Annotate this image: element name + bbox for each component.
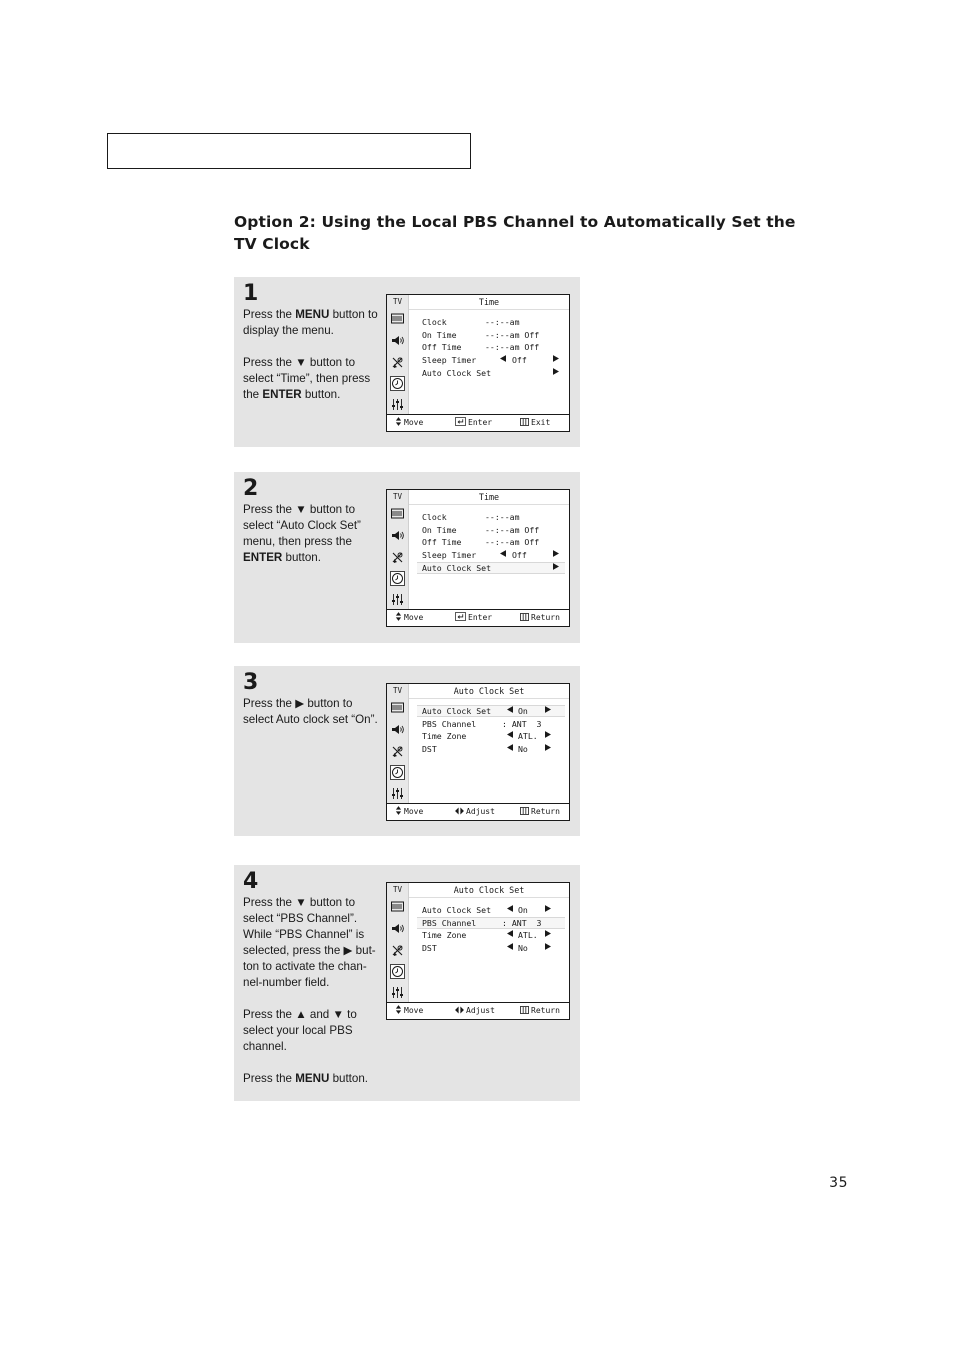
- instruction-text: Press the: [243, 1072, 296, 1085]
- menu-icon: [520, 807, 529, 816]
- osd-row-value: Off: [512, 355, 527, 366]
- left-arrow-icon: [507, 743, 513, 755]
- clock-icon: [390, 964, 405, 979]
- osd-row-label: On Time: [422, 524, 457, 535]
- footer-hint-text: Return: [531, 807, 560, 816]
- picture-icon: [390, 311, 405, 326]
- osd-row-label: Time Zone: [422, 731, 467, 742]
- setup-icon: [390, 985, 405, 1000]
- right-arrow-icon: [545, 929, 551, 941]
- instruction-text: Press the ▼ button to select “Auto Clock Set” menu, then press the: [243, 503, 361, 548]
- enter-icon: [455, 613, 466, 622]
- osd-menu-row: [417, 341, 565, 353]
- osd-menu-row: [417, 329, 565, 341]
- osd-row-label: Auto Clock Set: [422, 562, 492, 573]
- osd-menu-row: [417, 367, 565, 379]
- footer-hint-text: Return: [531, 613, 560, 622]
- menu-icon: [520, 613, 529, 622]
- osd-menu-row: [417, 549, 565, 561]
- instruction-paragraph: [243, 895, 381, 991]
- osd-input-label: TV: [392, 686, 403, 695]
- osd-row-label: PBS Channel: [422, 718, 477, 729]
- footer-action-hint: [455, 610, 492, 625]
- picture-icon: [390, 506, 405, 521]
- right-arrow-icon: [553, 354, 559, 366]
- instruction-text: Press the ▼ button to select “PBS Channel”. While “PBS Channel” is selected, press the ▶ but-ton to activate the chan-nel-number field.: [243, 896, 376, 989]
- right-arrow-icon: [545, 904, 551, 916]
- osd-row-label: Off Time: [422, 342, 462, 353]
- osd-menu-row: [417, 354, 565, 366]
- osd-row-value: --:--am: [485, 317, 520, 327]
- osd-menu-row: [417, 743, 565, 755]
- osd-row-label: Clock: [422, 317, 447, 327]
- picture-icon: [390, 700, 405, 715]
- osd-row-value: --:--am Off: [485, 524, 540, 535]
- footer-hint-text: Move: [404, 613, 424, 622]
- picture-icon: [390, 899, 405, 914]
- left-arrow-icon: [507, 942, 513, 954]
- osd-row-label: Auto Clock Set: [422, 905, 492, 915]
- sound-icon: [390, 333, 405, 348]
- osd-menu-screen: [386, 882, 570, 1020]
- osd-row-label: DST: [422, 943, 437, 954]
- osd-menu-title: Time: [478, 297, 500, 307]
- step-4-panel: [234, 865, 580, 1101]
- button-name: ENTER: [243, 551, 283, 564]
- osd-row-value: On: [518, 706, 528, 716]
- osd-row-value: No: [518, 943, 528, 954]
- footer-move-hint: [395, 1003, 423, 1018]
- osd-title-divider: [409, 504, 569, 505]
- right-arrow-icon: [545, 743, 551, 755]
- instruction-text: Press the ▼ button to select “Time”, then press the: [243, 356, 371, 401]
- footer-hint-text: Exit: [531, 418, 551, 427]
- step-number: 4: [243, 869, 259, 894]
- instruction-text: Press the: [243, 308, 296, 321]
- instruction-paragraph: [243, 355, 381, 403]
- osd-menu-title: Time: [478, 492, 500, 502]
- footer-action-hint: [455, 1003, 495, 1018]
- instruction-paragraph: [243, 1071, 381, 1087]
- osd-title-divider: [409, 698, 569, 699]
- step-3-panel: [234, 666, 580, 836]
- osd-title-divider: [409, 309, 569, 310]
- osd-input-label: TV: [392, 885, 403, 894]
- osd-menu-row: [417, 917, 565, 929]
- footer-hint-text: Enter: [468, 613, 493, 622]
- instruction-text: button.: [329, 1072, 369, 1085]
- channel-icon: [390, 550, 405, 565]
- osd-menu-row: [417, 942, 565, 954]
- move-icon: [395, 807, 402, 816]
- osd-menu-row: [417, 524, 565, 536]
- osd-menu-title: Auto Clock Set: [453, 885, 525, 895]
- instruction-text: Press the ▲ and ▼ to select your local PBS channel.: [243, 1008, 357, 1053]
- left-arrow-icon: [507, 730, 513, 742]
- footer-exit-hint: [520, 415, 550, 430]
- adjust-icon: [455, 807, 464, 816]
- setup-icon: [390, 592, 405, 607]
- step-instructions: [243, 307, 381, 403]
- step-1-panel: [234, 277, 580, 447]
- channel-icon: [390, 355, 405, 370]
- instruction-paragraph: [243, 1007, 381, 1055]
- instruction-paragraph: [243, 502, 381, 566]
- page-number: 35: [829, 1175, 848, 1191]
- osd-row-label: On Time: [422, 329, 457, 340]
- right-arrow-icon: [553, 549, 559, 561]
- left-arrow-icon: [507, 904, 513, 916]
- osd-menu-row: [417, 705, 565, 717]
- footer-hint-text: Move: [404, 418, 424, 427]
- osd-menu-screen: [386, 294, 570, 432]
- osd-menu-row: [417, 730, 565, 742]
- instruction-text: button.: [301, 388, 341, 401]
- osd-row-label: Off Time: [422, 537, 462, 548]
- osd-row-value: No: [518, 744, 528, 755]
- section-header-box: [107, 133, 471, 169]
- osd-input-label: TV: [392, 492, 403, 501]
- osd-row-value: --:--am: [485, 512, 520, 522]
- footer-hint-text: Adjust: [466, 1006, 495, 1015]
- osd-row-label: Clock: [422, 512, 447, 522]
- channel-icon: [390, 744, 405, 759]
- sound-icon: [390, 528, 405, 543]
- osd-menu-row: [417, 718, 565, 730]
- footer-exit-hint: [520, 804, 560, 819]
- osd-row-value: : ANT 3: [502, 718, 542, 729]
- footer-exit-hint: [520, 1003, 560, 1018]
- osd-row-value: Off: [512, 550, 527, 561]
- osd-row-value: ATL.: [518, 930, 538, 941]
- footer-hint-text: Adjust: [466, 807, 495, 816]
- osd-footer: [387, 609, 569, 626]
- button-name: MENU: [295, 308, 330, 321]
- instruction-text: button to display the menu.: [243, 308, 378, 337]
- osd-menu-screen: [386, 683, 570, 821]
- footer-move-hint: [395, 610, 423, 625]
- osd-row-value: --:--am Off: [485, 537, 540, 548]
- osd-side-menu: [387, 883, 409, 1003]
- step-instructions: [243, 696, 381, 728]
- footer-hint-text: Enter: [468, 418, 493, 427]
- osd-side-menu: [387, 295, 409, 415]
- osd-row-value: --:--am Off: [485, 329, 540, 340]
- right-arrow-icon: [553, 563, 559, 573]
- move-icon: [395, 418, 402, 427]
- osd-row-value: On: [518, 905, 528, 915]
- osd-menu-row: [417, 904, 565, 916]
- left-arrow-icon: [500, 354, 506, 366]
- osd-row-label: Sleep Timer: [422, 355, 477, 366]
- footer-hint-text: Move: [404, 1006, 424, 1015]
- instruction-paragraph: [243, 696, 381, 728]
- menu-icon: [520, 1006, 529, 1015]
- osd-row-label: DST: [422, 744, 437, 755]
- sound-icon: [390, 921, 405, 936]
- osd-row-value: : ANT 3: [502, 917, 542, 928]
- left-arrow-icon: [500, 549, 506, 561]
- channel-icon: [390, 943, 405, 958]
- osd-menu-screen: [386, 489, 570, 627]
- page-heading: Option 2: Using the Local PBS Channel to Automatically Set the TV Clock: [234, 213, 796, 253]
- setup-icon: [390, 786, 405, 801]
- osd-menu-row: [417, 562, 565, 574]
- osd-menu-row: [417, 536, 565, 548]
- osd-side-menu: [387, 490, 409, 610]
- osd-menu-row: [417, 511, 565, 523]
- left-arrow-icon: [507, 706, 513, 716]
- enter-icon: [455, 418, 466, 427]
- osd-menu-row: [417, 316, 565, 328]
- step-number: 2: [243, 476, 259, 501]
- step-2-panel: [234, 472, 580, 643]
- footer-action-hint: [455, 415, 492, 430]
- adjust-icon: [455, 1006, 464, 1015]
- osd-row-label: PBS Channel: [422, 917, 477, 928]
- footer-action-hint: [455, 804, 495, 819]
- osd-menu-row: [417, 929, 565, 941]
- osd-row-value: --:--am Off: [485, 342, 540, 353]
- osd-footer: [387, 414, 569, 431]
- footer-hint-text: Return: [531, 1006, 560, 1015]
- footer-hint-text: Move: [404, 807, 424, 816]
- osd-row-value: ATL.: [518, 731, 538, 742]
- osd-input-label: TV: [392, 297, 403, 306]
- clock-icon: [390, 376, 405, 391]
- right-arrow-icon: [545, 706, 551, 716]
- sound-icon: [390, 722, 405, 737]
- footer-move-hint: [395, 804, 423, 819]
- osd-row-label: Sleep Timer: [422, 550, 477, 561]
- instruction-text: button.: [282, 551, 321, 564]
- footer-move-hint: [395, 415, 423, 430]
- right-arrow-icon: [545, 730, 551, 742]
- right-arrow-icon: [545, 942, 551, 954]
- osd-footer: [387, 803, 569, 820]
- osd-title-divider: [409, 897, 569, 898]
- osd-menu-title: Auto Clock Set: [453, 686, 525, 696]
- osd-footer: [387, 1002, 569, 1019]
- osd-side-menu: [387, 684, 409, 804]
- menu-icon: [520, 418, 529, 427]
- button-name: ENTER: [262, 388, 302, 401]
- osd-row-label: Time Zone: [422, 930, 467, 941]
- step-number: 3: [243, 670, 259, 695]
- clock-icon: [390, 765, 405, 780]
- step-instructions: [243, 895, 381, 1087]
- move-icon: [395, 1006, 402, 1015]
- clock-icon: [390, 571, 405, 586]
- instruction-text: Press the ▶ button to select Auto clock set “On”.: [243, 697, 378, 726]
- button-name: MENU: [295, 1072, 330, 1085]
- move-icon: [395, 613, 402, 622]
- right-arrow-icon: [553, 367, 559, 379]
- footer-exit-hint: [520, 610, 560, 625]
- osd-row-label: Auto Clock Set: [422, 706, 492, 716]
- osd-row-label: Auto Clock Set: [422, 367, 492, 378]
- instruction-paragraph: [243, 307, 381, 339]
- step-number: 1: [243, 281, 259, 306]
- setup-icon: [390, 397, 405, 412]
- step-instructions: [243, 502, 381, 566]
- left-arrow-icon: [507, 929, 513, 941]
